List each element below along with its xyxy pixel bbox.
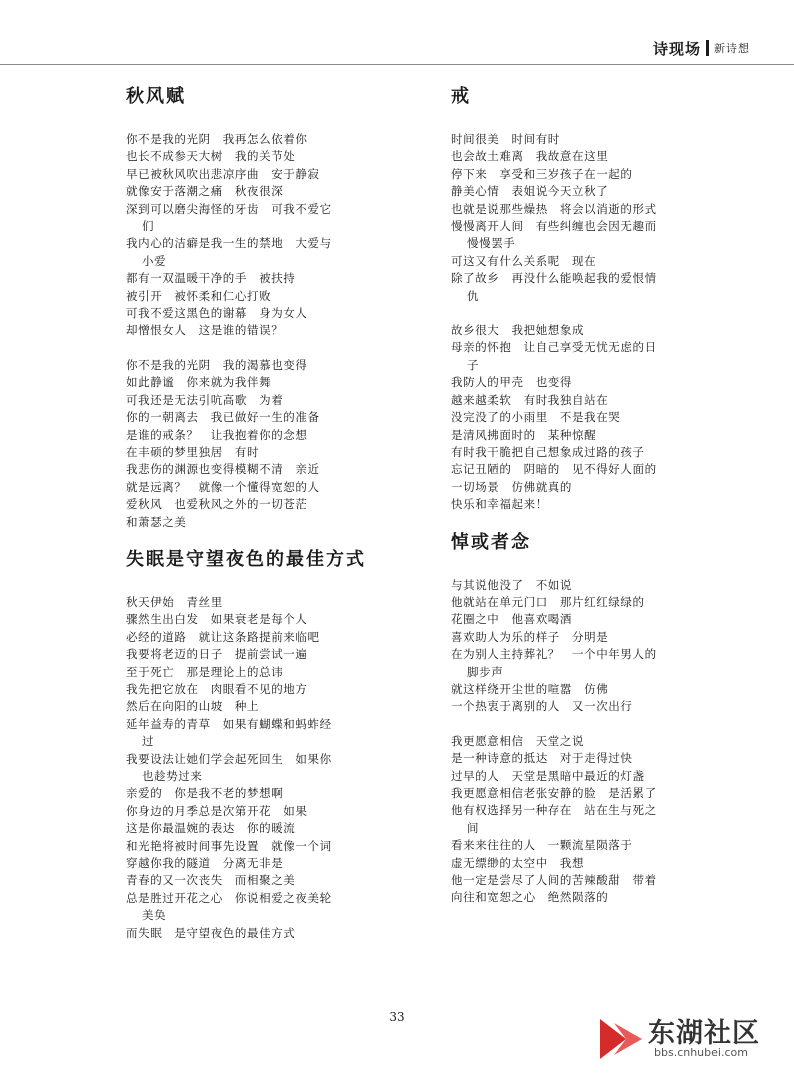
stanza xyxy=(451,577,707,716)
poem-line: 必经的道路 就让这条路提前来临吧 xyxy=(126,629,320,644)
poem-line: 被引开 被怀柔和仁心打败 xyxy=(126,288,272,303)
poem-line: 越来越柔软 有时我独自站在 xyxy=(451,392,609,407)
poem-line: 美奂 xyxy=(142,908,167,923)
poem-line: 我要将老迈的日子 提前尝试一遍 xyxy=(126,647,308,662)
poem-line: 就这样绕开尘世的喧嚣 仿佛 xyxy=(451,681,609,696)
poem-line: 骤然生出白发 如果衰老是每个人 xyxy=(126,612,308,627)
poem-line: 可这又有什么关系呢 现在 xyxy=(451,253,597,268)
poem-line: 可我还是无法引吭高歌 为着 xyxy=(126,392,284,407)
poem-line: 也趁势过来 xyxy=(142,769,203,783)
poem-line: 早已被秋风吹出悲凉序曲 安于静寂 xyxy=(126,166,320,181)
poem-line: 过 xyxy=(142,734,155,749)
header-rule xyxy=(0,64,794,65)
poem-line: 他一定是尝尽了人间的苦辣酸甜 带着 xyxy=(451,873,657,888)
watermark-url: bbs.cnhubei.com xyxy=(654,1046,748,1059)
poem-line: 没完没了的小雨里 不是我在哭 xyxy=(451,410,621,425)
poem-line: 你不是我的光阴 我再怎么依着你 xyxy=(126,132,308,146)
poem-line: 仇 xyxy=(467,288,480,303)
poem-line: 脚步声 xyxy=(467,664,504,679)
poem-line: 看来来往往的人 一颗流星陨落于 xyxy=(451,838,633,853)
watermark-name: 东湖社区 xyxy=(648,1018,760,1049)
poem xyxy=(126,547,388,942)
poem-line: 在丰硕的梦里独居 有时 xyxy=(126,444,260,459)
poem-line: 穿越你我的隧道 分离无非是 xyxy=(126,856,284,871)
left-column xyxy=(126,84,388,942)
poem-line: 然后在向阳的山坡 种上 xyxy=(126,699,260,714)
poem-line: 爱秋风 也爱秋风之外的一切苍茫 xyxy=(126,497,308,512)
poem-line: 与其说他没了 不如说 xyxy=(451,577,572,592)
poem-line: 时间很美 时间有时 xyxy=(451,132,560,146)
poem-line: 慢慢罢手 xyxy=(467,236,516,251)
poem-line: 延年益寿的青草 如果有蝴蝶和蚂蚱经 xyxy=(126,716,332,731)
poem-line: 就是远离？ 就像一个懂得宽恕的人 xyxy=(126,479,320,494)
poem-line: 是谁的戒条？ 让我抱着你的念想 xyxy=(126,427,308,442)
right-column xyxy=(451,84,707,907)
poem-line: 就像安于落潮之痛 秋夜很深 xyxy=(126,184,284,199)
poem-line: 除了故乡 再没什么能唤起我的爱恨情 xyxy=(451,271,657,286)
poem-line: 我悲伤的渊源也变得模糊不清 亲近 xyxy=(126,462,320,477)
poem-line: 虚无缥缈的太空中 我想 xyxy=(451,855,585,870)
poem-line: 也长不成参天大树 我的关节处 xyxy=(126,149,296,164)
stanza xyxy=(126,594,388,942)
poem-line: 和光艳将被时间事先设置 就像一个词 xyxy=(126,838,332,853)
poem xyxy=(451,84,707,514)
poem-line: 也就是说那些燥热 将会以消逝的形式 xyxy=(451,201,657,216)
watermark-logo-icon xyxy=(596,1015,646,1063)
poem-line: 至于死亡 那是理论上的总讳 xyxy=(126,664,284,679)
poem-line: 他就站在单元门口 那片红红绿绿的 xyxy=(451,594,645,609)
watermark xyxy=(596,1007,774,1065)
poem-line: 青春的又一次丧失 而相聚之美 xyxy=(126,873,296,888)
poem-line: 过早的人 天堂是黑暗中最近的灯盏 xyxy=(451,768,645,783)
poem-line: 深到可以磨尖海怪的牙齿 可我不爱它 xyxy=(126,201,332,216)
poem-line: 们 xyxy=(142,219,155,234)
poem-line: 花圈之中 他喜欢喝酒 xyxy=(451,612,572,627)
subsection-title: 新诗想 xyxy=(714,42,750,55)
poem-line: 是一种诗意的抵达 对于走得过快 xyxy=(451,751,633,766)
poem-line: 停下来 享受和三岁孩子在一起的 xyxy=(451,166,633,181)
poem-line: 向往和宽恕之心 绝然陨落的 xyxy=(451,890,609,905)
poem-line: 我先把它放在 肉眼看不见的地方 xyxy=(126,681,308,696)
poem-title: 戒 xyxy=(451,86,471,107)
poem-line: 故乡很大 我把她想象成 xyxy=(451,323,585,338)
poem-line: 这是你最温婉的表达 你的暖流 xyxy=(126,821,296,836)
poem-line: 我内心的洁癖是我一生的禁地 大爱与 xyxy=(126,236,332,251)
poem-line: 在为别人主持葬礼？ 一个中年男人的 xyxy=(451,647,657,662)
poem-line: 都有一双温暖干净的手 被扶持 xyxy=(126,271,296,286)
poem-line: 母亲的怀抱 让自己享受无忧无虑的日 xyxy=(451,340,657,355)
poem-line: 小爱 xyxy=(142,253,167,268)
poem-line: 喜欢助人为乐的样子 分明是 xyxy=(451,629,609,644)
poem-line: 间 xyxy=(467,820,480,835)
page-number: 33 xyxy=(389,1010,405,1024)
poem-line: 却憎恨女人 这是谁的错误？ xyxy=(126,323,284,338)
poem-line: 我更愿意相信老张安静的脸 是活累了 xyxy=(451,786,657,800)
poem-line: 也会故土难离 我故意在这里 xyxy=(451,149,609,164)
stanza xyxy=(126,131,388,340)
poem-title: 悼或者念 xyxy=(451,531,531,553)
poem-line: 一个热衷于离别的人 又一次出行 xyxy=(451,699,633,714)
page-header xyxy=(653,36,750,60)
section-title: 诗现场 xyxy=(652,39,701,58)
poem-title: 失眠是守望夜色的最佳方式 xyxy=(126,548,366,570)
poem-line: 子 xyxy=(467,357,480,372)
poem-line: 静美心情 表姐说今天立秋了 xyxy=(451,184,609,199)
poem-line: 你不是我的光阴 我的渴慕也变得 xyxy=(126,357,308,372)
poem-line: 是清风拂面时的 某种惊醒 xyxy=(451,427,597,442)
poem-line: 他有权选择另一种存在 站在生与死之 xyxy=(451,803,657,818)
header-divider xyxy=(706,40,709,56)
stanza xyxy=(451,322,707,513)
poem-line: 慢慢离开人间 有些纠缠也会因无趣而 xyxy=(451,219,657,234)
poem-line: 我防人的甲壳 也变得 xyxy=(451,375,572,390)
poem-line: 秋天伊始 青丝里 xyxy=(126,594,223,609)
poem-line: 快乐和幸福起来！ xyxy=(451,497,548,512)
poem-line: 亲爱的 你是我不老的梦想啊 xyxy=(126,786,284,801)
poem-line: 可我不爱这黑色的谢幕 身为女人 xyxy=(126,306,308,321)
stanza xyxy=(451,131,707,305)
poem-line: 有时我干脆把自己想象成过路的孩子 xyxy=(451,444,645,459)
poem-line: 而失眠 是守望夜色的最佳方式 xyxy=(126,925,296,940)
poem-line: 如此静谧 你来就为我伴舞 xyxy=(126,375,272,390)
stanza xyxy=(451,733,707,907)
poem-line: 和萧瑟之美 xyxy=(126,514,187,529)
poem-line: 总是胜过开花之心 你说相爱之夜美轮 xyxy=(126,890,332,905)
poem-line: 我要设法让她们学会起死回生 如果你 xyxy=(126,751,332,766)
poem-line: 一切场景 仿佛就真的 xyxy=(451,479,572,494)
poem-line: 忘记丑陋的 阴暗的 见不得好人面的 xyxy=(451,462,657,477)
poem xyxy=(126,84,388,531)
poem-line: 你的一朝离去 我已做好一生的准备 xyxy=(126,410,320,425)
poem-line: 你身边的月季总是次第开花 如果 xyxy=(126,803,308,818)
poem xyxy=(451,530,707,907)
stanza xyxy=(126,357,388,531)
poem-line: 我更愿意相信 天堂之说 xyxy=(451,733,585,748)
poem-title: 秋风赋 xyxy=(126,86,186,107)
